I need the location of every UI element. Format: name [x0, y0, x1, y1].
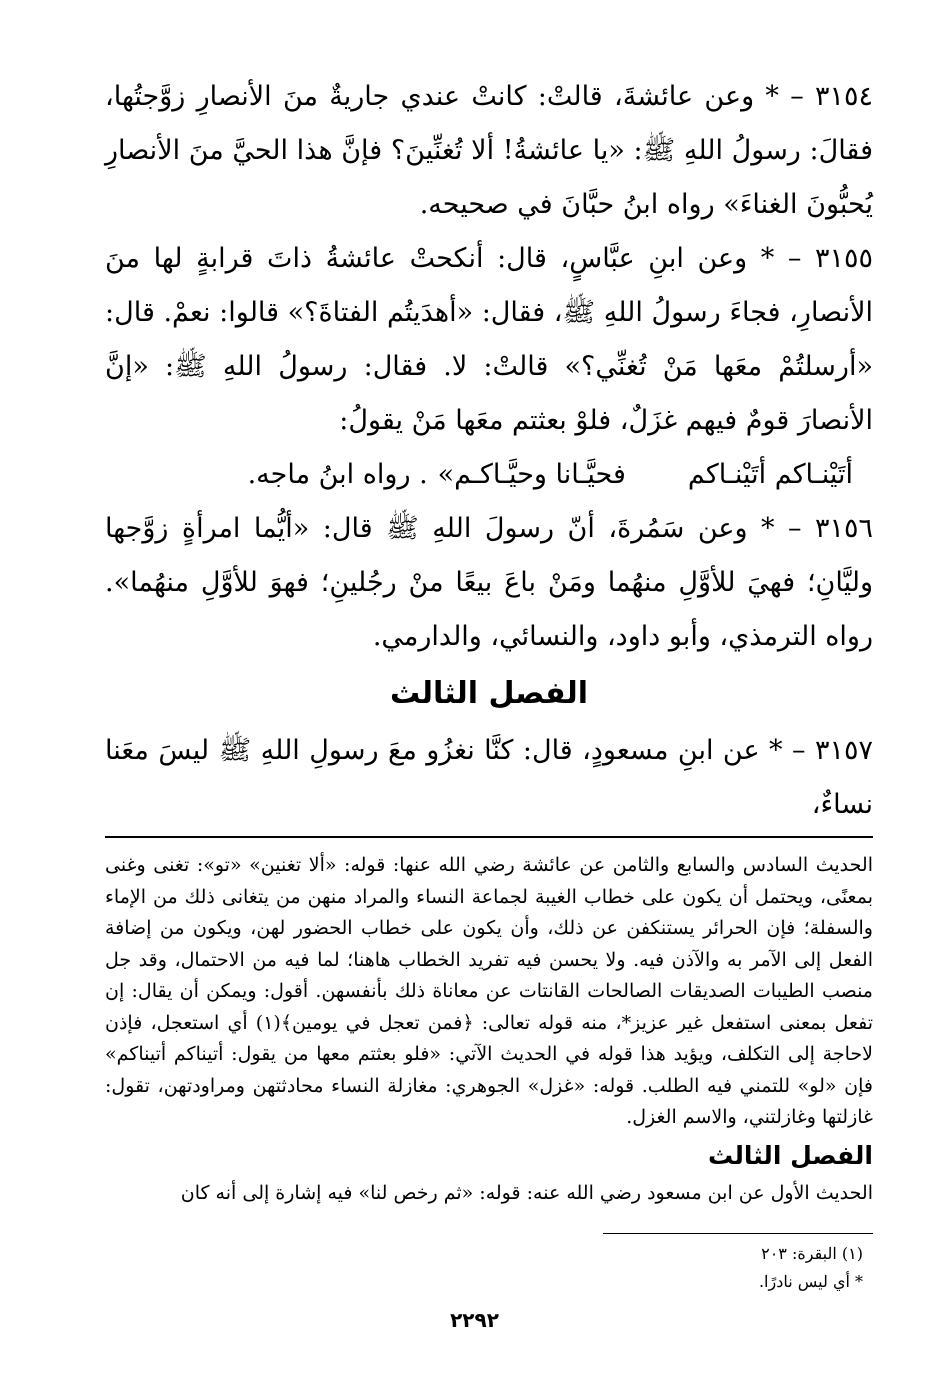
footnote-1: (١) البقرة: ٢٠٣: [761, 1244, 863, 1263]
hadith-3157: ٣١٥٧ – * عن ابنِ مسعودٍ، قال: كنَّا نغزُو معَ رسولِ اللهِ ﷺ ليسَ معَنا نساءٌ،: [105, 735, 873, 820]
main-divider: [105, 836, 873, 838]
commentary-paragraph-1: الحديث السادس والسابع والثامن عن عائشة رضي الله عنها: قوله: «ألا تغنين» «تو»: تغنى وغنى بمعنًى، ويحتمل أن يكون على خطاب الغيبة لجماعة النساء والمراد منهن من يتغانى ذلك من الإماء والسفلة؛ فإن الحرائر يستنكفن عن ذلك، وأن يكون على خطاب الحضور لهن، ويكون من إضافة الفعل إلى الآمر به والآذن فيه. ولا يحسن فيه تفريد الخطاب هاهنا؛ لما فيه من الاحتمال، وقد جل منصب الطيبات الصديقات الصالحات القانتات عن معاناة ذلك بأنفسهن. أقول: ويمكن أن يقال: إن تفعل بمعنى استفعل غير عزيز*، منه قوله تعالى: ﴿فمن تعجل في يومين﴾(١) أي استعجل، فإذن لاحاجة إلى التكلف، ويؤيد هذا قوله في الحديث الآتي: «فلو بعثتم معها من يقول: أتيناكم أتيناكم» فإن «لو» للتمني فيه الطلب. قوله: «غزل» الجوهري: مغازلة النساء محادثتهن ومراودتهن، تقول: غازلتها وغازلتني، والاسم الغزل.: [105, 854, 874, 1128]
page-body: [105, 70, 873, 1296]
poetry-verse: [105, 448, 873, 502]
verse-hemistich-1: أتَيْنـاكم أتَيْنـاكم: [687, 459, 853, 490]
section-title: الفصل الثالث: [389, 676, 588, 711]
footnote-2: * أي ليس نادرًا.: [758, 1272, 863, 1291]
hadith-3156: ٣١٥٦ – * وعن سَمُرةَ، أنّ رسولَ اللهِ ﷺ قال: «أيُّما امرأةٍ زوَّجها وليَّانِ؛ فهيَ للأوَّلِ منهُما ومَنْ باعَ بيعًا منْ رجُلينِ؛ فهوَ للأوَّلِ منهُما». رواه الترمذي، وأبو داود، والنسائي، والدارمي.: [105, 513, 873, 652]
commentary-paragraph-2: الحديث الأول عن ابن مسعود رضي الله عنه: قوله: «ثم رخص لنا» فيه إشارة إلى أنه كان: [180, 1181, 873, 1204]
hadith-3154: ٣١٥٤ – * وعن عائشةَ، قالتْ: كانتْ عندي جاريةٌ منَ الأنصارِ زوَّجتُها، فقالَ: رسولُ اللهِ ﷺ: «يا عائشةُ! ألا تُغنِّينَ؟ فإنَّ هذا الحيَّ منَ الأنصارِ يُحبُّونَ الغناءَ» رواه ابنُ حبَّانَ في صحيحه.: [105, 81, 873, 220]
verse-citation: . رواه ابنُ ماجه.: [247, 459, 428, 490]
page-number: ٢٢٩٢: [450, 1308, 499, 1332]
commentary-section-title: الفصل الثالث: [707, 1140, 873, 1170]
footnote-divider: [603, 1233, 873, 1234]
hadith-3155: ٣١٥٥ – * وعن ابنِ عبَّاسٍ، قال: أنكحتْ عائشةُ ذاتَ قرابةٍ لها منَ الأنصارِ، فجاءَ رسولُ اللهِ ﷺ، فقال: «أهدَيتُم الفتاةَ؟» قالوا: نعمْ. قال: «أرسلتُمْ معَها مَنْ تُغنِّي؟» قالتْ: لا. فقال: رسولُ اللهِ ﷺ: «إنَّ الأنصارَ قومٌ فيهم غزَلٌ، فلوْ بعثتم معَها مَنْ يقولُ:: [105, 243, 873, 436]
verse-hemistich-2: فحيَّـانا وحيَّـاكـم»: [437, 459, 626, 490]
